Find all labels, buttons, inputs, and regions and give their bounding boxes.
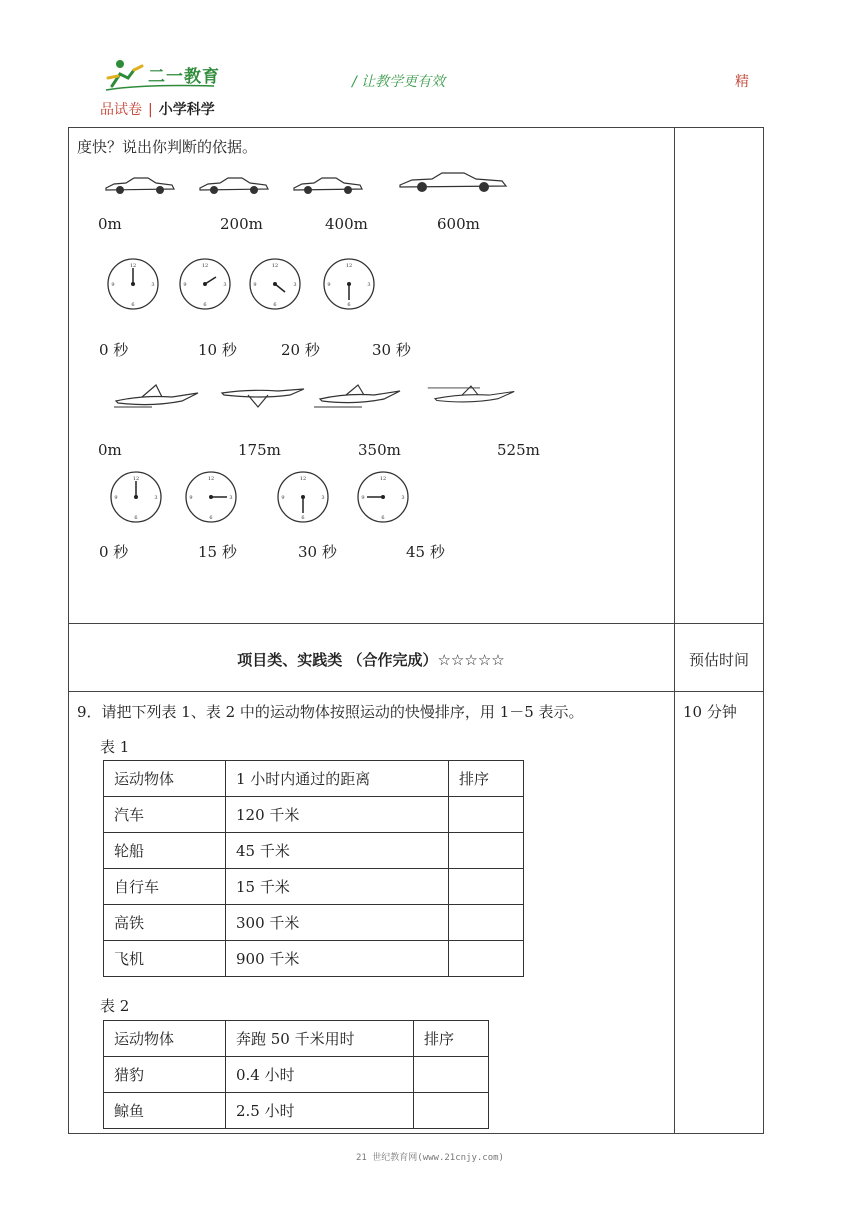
subject-label: 小学科学 xyxy=(158,102,215,118)
svg-text:3: 3 xyxy=(223,282,227,288)
goose-distance-label: 175m xyxy=(238,441,281,459)
table-row xyxy=(104,1057,489,1093)
table-cell: 鲸鱼 xyxy=(104,1093,226,1129)
svg-text:9: 9 xyxy=(361,495,365,501)
goose-time-label: 30 秒 xyxy=(298,543,337,561)
svg-text:12: 12 xyxy=(132,476,140,482)
svg-text:12: 12 xyxy=(299,476,307,482)
table-row xyxy=(104,1093,489,1129)
svg-text:3: 3 xyxy=(321,495,325,501)
table-row xyxy=(104,1021,489,1057)
car-time-label: 0 秒 xyxy=(99,341,129,359)
table-cell: 0.4 小时 xyxy=(226,1057,414,1093)
table-header-cell: 排序 xyxy=(414,1021,489,1057)
q8-lead: 度快？说出你判断的依据。 xyxy=(77,138,258,156)
table-row xyxy=(104,761,524,797)
svg-text:9: 9 xyxy=(111,282,115,288)
svg-text:6: 6 xyxy=(347,302,351,308)
answer-cell[interactable] xyxy=(449,941,524,977)
answer-cell[interactable] xyxy=(449,833,524,869)
svg-text:3: 3 xyxy=(229,495,233,501)
tag-separator: | xyxy=(148,102,153,118)
svg-text:9: 9 xyxy=(327,282,331,288)
goose-icon xyxy=(218,381,308,411)
svg-text:12: 12 xyxy=(379,476,387,482)
svg-text:12: 12 xyxy=(207,476,215,482)
table-cell: 2.5 小时 xyxy=(226,1093,414,1129)
table-row xyxy=(104,941,524,977)
table-cell: 高铁 xyxy=(104,905,226,941)
clock-icon xyxy=(248,257,302,311)
tag-label: 品试卷 xyxy=(100,102,142,118)
frame-top xyxy=(68,127,764,128)
goose-icon xyxy=(312,381,402,411)
goose-time-label: 45 秒 xyxy=(406,543,445,561)
car-time-label: 20 秒 xyxy=(281,341,320,359)
table-cell: 120 千米 xyxy=(226,797,449,833)
svg-text:6: 6 xyxy=(301,515,305,521)
svg-text:3: 3 xyxy=(151,282,155,288)
answer-cell[interactable] xyxy=(414,1057,489,1093)
svg-text:3: 3 xyxy=(367,282,371,288)
goose-distance-label: 525m xyxy=(497,441,540,459)
clock-icon xyxy=(356,470,410,524)
answer-cell[interactable] xyxy=(414,1093,489,1129)
svg-text:6: 6 xyxy=(381,515,385,521)
svg-text:6: 6 xyxy=(209,515,213,521)
table-header-cell: 1 小时内通过的距离 xyxy=(226,761,449,797)
answer-cell[interactable] xyxy=(449,797,524,833)
svg-text:3: 3 xyxy=(154,495,158,501)
goose-time-label: 0 秒 xyxy=(99,543,129,561)
frame-right xyxy=(763,127,764,1134)
frame-row-divider-2 xyxy=(68,691,764,692)
subject-line xyxy=(100,99,215,119)
svg-text:9: 9 xyxy=(183,282,187,288)
q9-estimated-time: 10 分钟 xyxy=(683,703,737,721)
table2-caption: 表 2 xyxy=(100,997,130,1015)
goose-icon xyxy=(426,381,516,411)
svg-text:6: 6 xyxy=(203,302,207,308)
table-cell: 900 千米 xyxy=(226,941,449,977)
table-cell: 自行车 xyxy=(104,869,226,905)
goose-time-label: 15 秒 xyxy=(198,543,237,561)
svg-text:9: 9 xyxy=(281,495,285,501)
svg-text:12: 12 xyxy=(345,263,353,269)
q9-prompt: 9．请把下列表 1、表 2 中的运动物体按照运动的快慢排序，用 1－5 表示。 xyxy=(77,703,584,721)
answer-cell[interactable] xyxy=(449,869,524,905)
table-row xyxy=(104,905,524,941)
clock-icon xyxy=(276,470,330,524)
slogan: / 让教学更有效 xyxy=(352,74,446,90)
svg-text:9: 9 xyxy=(114,495,118,501)
answer-cell[interactable] xyxy=(449,905,524,941)
clock-icon xyxy=(322,257,376,311)
svg-text:3: 3 xyxy=(293,282,297,288)
table2 xyxy=(103,1020,489,1129)
logo-text: 二一教育 xyxy=(148,67,220,87)
goose-distance-label: 350m xyxy=(358,441,401,459)
table-header-cell: 奔跑 50 千米用时 xyxy=(226,1021,414,1057)
svg-text:3: 3 xyxy=(401,495,405,501)
frame-row-divider-1 xyxy=(68,623,764,624)
goose-icon xyxy=(112,381,202,411)
svg-text:6: 6 xyxy=(134,515,138,521)
car-distance-label: 400m xyxy=(325,215,368,233)
svg-text:12: 12 xyxy=(271,263,279,269)
table-cell: 300 千米 xyxy=(226,905,449,941)
table1-caption: 表 1 xyxy=(100,738,130,756)
page-footer: 21 世纪教育网(www.21cnjy.com) xyxy=(356,1153,504,1163)
table-row xyxy=(104,833,524,869)
car-time-label: 10 秒 xyxy=(198,341,237,359)
header-right-mark: 精 xyxy=(735,74,749,90)
car-icon xyxy=(398,170,508,194)
frame-middle xyxy=(674,127,675,1134)
section-title: 项目类、实践类 （合作完成）☆☆☆☆☆ xyxy=(237,651,505,669)
car-distance-label: 0m xyxy=(98,215,122,233)
clock-icon xyxy=(109,470,163,524)
table-cell: 汽车 xyxy=(104,797,226,833)
car-icon xyxy=(292,174,364,196)
frame-left xyxy=(68,127,69,1134)
table-header-cell: 运动物体 xyxy=(104,1021,226,1057)
table-cell: 15 千米 xyxy=(226,869,449,905)
frame-bottom xyxy=(68,1133,764,1134)
svg-text:9: 9 xyxy=(189,495,193,501)
svg-text:6: 6 xyxy=(131,302,135,308)
goose-distance-label: 0m xyxy=(98,441,122,459)
car-distance-label: 600m xyxy=(437,215,480,233)
clock-icon xyxy=(106,257,160,311)
table-row xyxy=(104,869,524,905)
car-icon xyxy=(198,174,270,196)
table-cell: 飞机 xyxy=(104,941,226,977)
svg-text:9: 9 xyxy=(253,282,257,288)
table-cell: 45 千米 xyxy=(226,833,449,869)
clock-icon xyxy=(178,257,232,311)
table-header-cell: 运动物体 xyxy=(104,761,226,797)
table1 xyxy=(103,760,524,977)
svg-text:12: 12 xyxy=(129,263,137,269)
table-cell: 轮船 xyxy=(104,833,226,869)
svg-text:6: 6 xyxy=(273,302,277,308)
clock-icon xyxy=(184,470,238,524)
table-header-cell: 排序 xyxy=(449,761,524,797)
table-cell: 猎豹 xyxy=(104,1057,226,1093)
svg-text:12: 12 xyxy=(201,263,209,269)
table-row xyxy=(104,797,524,833)
time-column-header: 预估时间 xyxy=(688,651,749,669)
car-icon xyxy=(104,174,176,196)
car-distance-label: 200m xyxy=(220,215,263,233)
car-time-label: 30 秒 xyxy=(372,341,411,359)
